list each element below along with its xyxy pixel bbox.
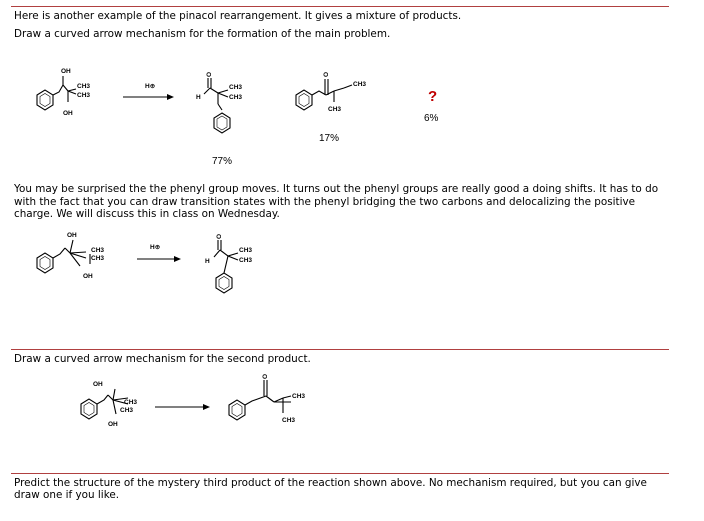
methyl-label: CH3 bbox=[124, 399, 138, 406]
mystery-product-yield: 6% bbox=[424, 113, 439, 124]
hydroxyl-label: OH bbox=[83, 273, 93, 280]
hydroxyl-label: OH bbox=[93, 381, 103, 388]
methyl-label: CH3 bbox=[239, 247, 253, 254]
intro-line-2: Draw a curved arrow mechanism for the formation of the main problem. bbox=[14, 28, 391, 40]
methyl-label: CH3 bbox=[77, 83, 91, 90]
methyl-label: CH3 bbox=[328, 106, 342, 113]
section-3-prompt-line-2: draw one if you like. bbox=[14, 489, 120, 501]
methyl-label: CH3 bbox=[229, 84, 243, 91]
section-2-prompt: Draw a curved arrow mechanism for the second product. bbox=[14, 353, 311, 365]
carbonyl-oxygen-label: O bbox=[206, 71, 213, 77]
section-divider-3 bbox=[11, 473, 669, 474]
acid-catalyst-label: H⊕ bbox=[150, 244, 161, 251]
methyl-label: CH3 bbox=[77, 92, 91, 99]
methyl-label: CH3 bbox=[353, 81, 367, 88]
methyl-label: CH3 bbox=[282, 417, 296, 424]
minor-product-yield: 17% bbox=[319, 133, 340, 144]
phenyl-shift-explanation: You may be surprised the the phenyl group moves. It turns out the phenyl groups are really good a doing shifts. It has to do with the fact that you can draw transition states with the phenyl bridging the two carbons and delocalizing the positive charge. We will discuss this in class on Wednesday. bbox=[14, 183, 659, 220]
major-product-yield: 77% bbox=[212, 156, 233, 167]
hydroxyl-label: OH bbox=[67, 232, 77, 239]
methyl-label: CH3 bbox=[91, 247, 105, 254]
aldehyde-h-label: H bbox=[196, 94, 201, 101]
hydroxyl-label: OH bbox=[61, 68, 71, 75]
methyl-label: CH3 bbox=[239, 257, 253, 264]
intro-line-1: Here is another example of the pinacol rearrangement. It gives a mixture of products. bbox=[14, 10, 462, 22]
methyl-label: CH3 bbox=[120, 407, 134, 414]
acid-catalyst-label: H⊕ bbox=[145, 83, 156, 90]
carbonyl-oxygen-label: O bbox=[323, 71, 330, 77]
hydroxyl-label: OH bbox=[108, 421, 118, 428]
mystery-product-question-mark: ? bbox=[428, 88, 438, 105]
carbonyl-oxygen-label: O bbox=[262, 373, 269, 379]
aldehyde-h-label: H bbox=[205, 258, 210, 265]
methyl-label: CH3 bbox=[292, 393, 306, 400]
methyl-label: CH3 bbox=[229, 94, 243, 101]
carbonyl-oxygen-label: O bbox=[216, 233, 223, 239]
section-3-prompt-line-1: Predict the structure of the mystery third product of the reaction shown above. No mechanism required, but you can give bbox=[14, 477, 647, 489]
hydroxyl-label: OH bbox=[63, 110, 73, 117]
methyl-label: CH3 bbox=[91, 255, 105, 262]
